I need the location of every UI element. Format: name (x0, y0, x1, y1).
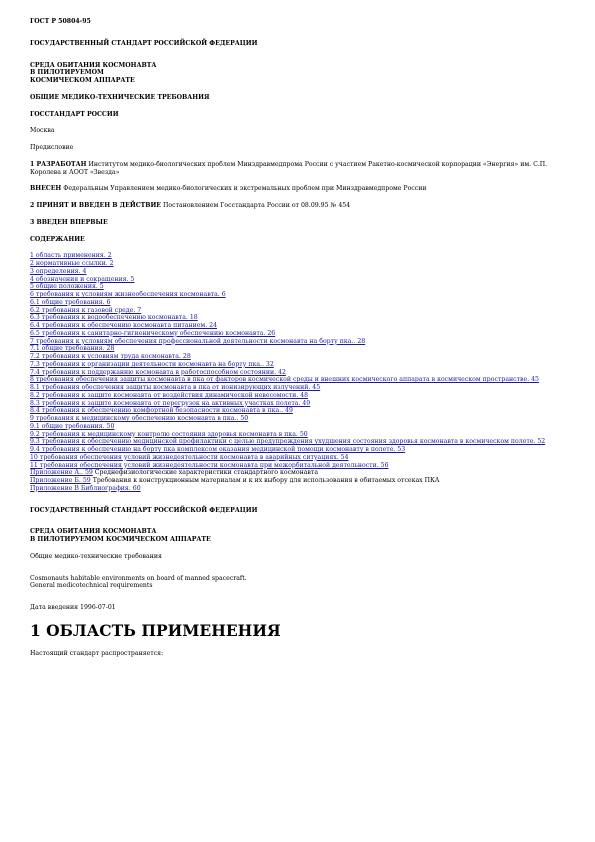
toc-link[interactable]: 6.2 требования к газовой среде. 7 (30, 306, 142, 314)
english-title-line-2: General medicotechnical requirements (30, 582, 153, 590)
toc-appendix-b-link[interactable]: Приложение Б. 59 (30, 477, 91, 484)
toc-link[interactable]: 6.3 требования к водообеспечению космонавта. 18 (30, 314, 198, 322)
toc-appendix-a (30, 469, 565, 477)
doc-subtitle-2: Общие медико-технические требования (30, 552, 162, 560)
toc-link[interactable]: 11 требования обеспечения условий жизнедеятельности космонавта при межорбитальной деятельности. 56 (30, 461, 389, 469)
doc-title-line-2: В ПИЛОТИРУЕМОМ (30, 69, 104, 77)
toc-link[interactable]: 6.4 требования к обеспечению космонавта питанием. 24 (30, 322, 218, 329)
toc-link[interactable]: 6 требования к условиям жизнеобеспечения космонавта. 6 (30, 291, 226, 298)
toc-link[interactable]: 7.1 общие требования. 28 (30, 345, 115, 353)
toc-link[interactable]: 7.4 требования к поддержанию космонавта в работоспособном состоянии. 42 (30, 368, 286, 376)
toc-link[interactable]: 9.4 требования к обеспечению на борту пка комплексом оказания медицинской помощи космонавту в полете. 53 (30, 446, 406, 453)
toc-link[interactable]: 7.2 требования к условиям труда космонавта. 28 (30, 353, 191, 360)
preface-item-3: 3 ВВЕДЕН ВПЕРВЫЕ (30, 218, 108, 226)
toc-link[interactable]: 8.1 требования обеспечения защиты космонавта в пка от ионизирующих излучений. 45 (30, 384, 321, 391)
toc-link[interactable]: 2 нормативные ссылки. 2 (30, 260, 114, 267)
toc-link[interactable]: 9.3 требования к обеспечению медицинской профилактики с целью предупреждения ухудшения состояния здоровья космонавта в космическом полете. 52 (30, 438, 546, 446)
preface-text: Институтом медико-биологических проблем Минздравмедпрома России с участием Ракетно-космической корпорации «Энергия» им. С.П. Королева и АООТ «Звезда» (30, 160, 548, 176)
toc-link[interactable]: 8.4 требования к обеспечению комфортной безопасности космонавта в пка.. 49 (30, 407, 293, 415)
city: Москва (30, 127, 55, 135)
toc-link[interactable]: 6.1 общие требования. 6 (30, 298, 111, 306)
toc-link[interactable]: 9 требования к медицинскому обеспечению космонавта в пка.. 50 (30, 415, 249, 422)
preface-item-1 (30, 161, 565, 177)
toc-link[interactable]: 7.3 требования к организации деятельности космонавта на борту пка.. 32 (30, 360, 274, 368)
toc-appendix-b-text: Требования к конструкционным материалам и к их выбору для использования в обитаемых отсеках ПКА (90, 477, 440, 484)
doc-title-2-line-2: В ПИЛОТИРУЕМОМ КОСМИЧЕСКОМ АППАРАТЕ (30, 536, 211, 543)
doc-title-line-1: СРЕДА ОБИТАНИЯ КОСМОНАВТА (30, 61, 157, 69)
toc-link[interactable]: 8.2 требования к защите космонавта от воздействия динамической невесомости. 48 (30, 391, 309, 399)
toc-appendix-b (30, 477, 565, 485)
toc-heading: СОДЕРЖАНИЕ (30, 235, 85, 243)
toc-link[interactable]: 7 требования к условиям обеспечения профессиональной деятельности космонавта на борту пка.. 28 (30, 337, 366, 345)
doc-title-line-3: КОСМИЧЕСКОМ АППАРАТЕ (30, 77, 135, 84)
intro-date: Дата введения 1996-07-01 (30, 604, 116, 611)
preface-heading: Предисловие (30, 144, 74, 151)
toc-link[interactable]: 5 общие положения. 5 (30, 283, 104, 291)
toc-link[interactable]: 9.1 общие требования. 50 (30, 422, 115, 430)
toc-link[interactable]: 8.3 требования к защите космонавта от перегрузок на активных участках полета. 49 (30, 399, 311, 407)
section-text: Настоящий стандарт распространяется: (30, 649, 164, 657)
toc-link[interactable]: 6.5 требования к санитарно-гигиеническому обеспечению космонавта. 26 (30, 329, 276, 337)
table-of-contents (30, 252, 565, 469)
toc-link[interactable]: 10 требования обеспечения условий жизнедеятельности космонавта в аварийных ситуациях. 54 (30, 453, 349, 461)
toc-appendix-a-link[interactable]: Приложение А.. 59 (30, 469, 93, 477)
preface-item-introduced (30, 185, 565, 193)
preface-lead: ВНЕСЕН (30, 185, 62, 193)
toc-appendices (30, 469, 565, 492)
toc-link[interactable]: 4 обозначения и сокращения. 5 (30, 275, 135, 283)
preface-text: Федеральным Управлением медико-биологических и экстремальных проблем при Минздравмедпроме России (61, 185, 427, 193)
toc-link[interactable]: 3 определения. 4 (30, 267, 87, 275)
preface-lead: 2 ПРИНЯТ И ВВЕДЕН В ДЕЙСТВИЕ (30, 202, 162, 209)
doc-subtitle: ОБЩИЕ МЕДИКО-ТЕХНИЧЕСКИЕ ТРЕБОВАНИЯ (30, 93, 210, 101)
english-title-line-1: Cosmonauts habitable environments on board of manned spacecraft. (30, 574, 247, 582)
toc-appendix-a-text: Среднефизиологические характеристики стандартного космонавта (92, 469, 319, 477)
publisher: ГОССТАНДАРТ РОССИИ (30, 110, 119, 118)
toc-link[interactable]: 8 требования обеспечения защиты космонавта в пка от факторов космической среды и внешних космического аппарата в космическом пространстве. 45 (30, 376, 539, 384)
preface-item-2 (30, 202, 565, 210)
preface-text: Постановлением Госстандарта России от 08.09.95 № 454 (161, 202, 351, 209)
toc-link[interactable]: 9.2 требования к медицинскому контролю состояния здоровья космонавта в пка. 50 (30, 430, 308, 438)
preface-lead: 1 РАЗРАБОТАН (30, 160, 87, 168)
doc-title-2-line-1: СРЕДА ОБИТАНИЯ КОСМОНАВТА (30, 528, 157, 536)
standard-title-2: ГОСУДАРСТВЕННЫЙ СТАНДАРТ РОССИЙСКОЙ ФЕДЕРАЦИИ (30, 506, 258, 514)
toc-appendix-c-link[interactable]: Приложение В Библиография. 60 (30, 484, 141, 492)
doc-code: ГОСТ Р 50804-95 (30, 18, 91, 25)
toc-link[interactable]: 1 область применения. 2 (30, 252, 112, 260)
section-heading: 1 ОБЛАСТЬ ПРИМЕНЕНИЯ (30, 620, 281, 640)
standard-title: ГОСУДАРСТВЕННЫЙ СТАНДАРТ РОССИЙСКОЙ ФЕДЕРАЦИИ (30, 39, 258, 47)
